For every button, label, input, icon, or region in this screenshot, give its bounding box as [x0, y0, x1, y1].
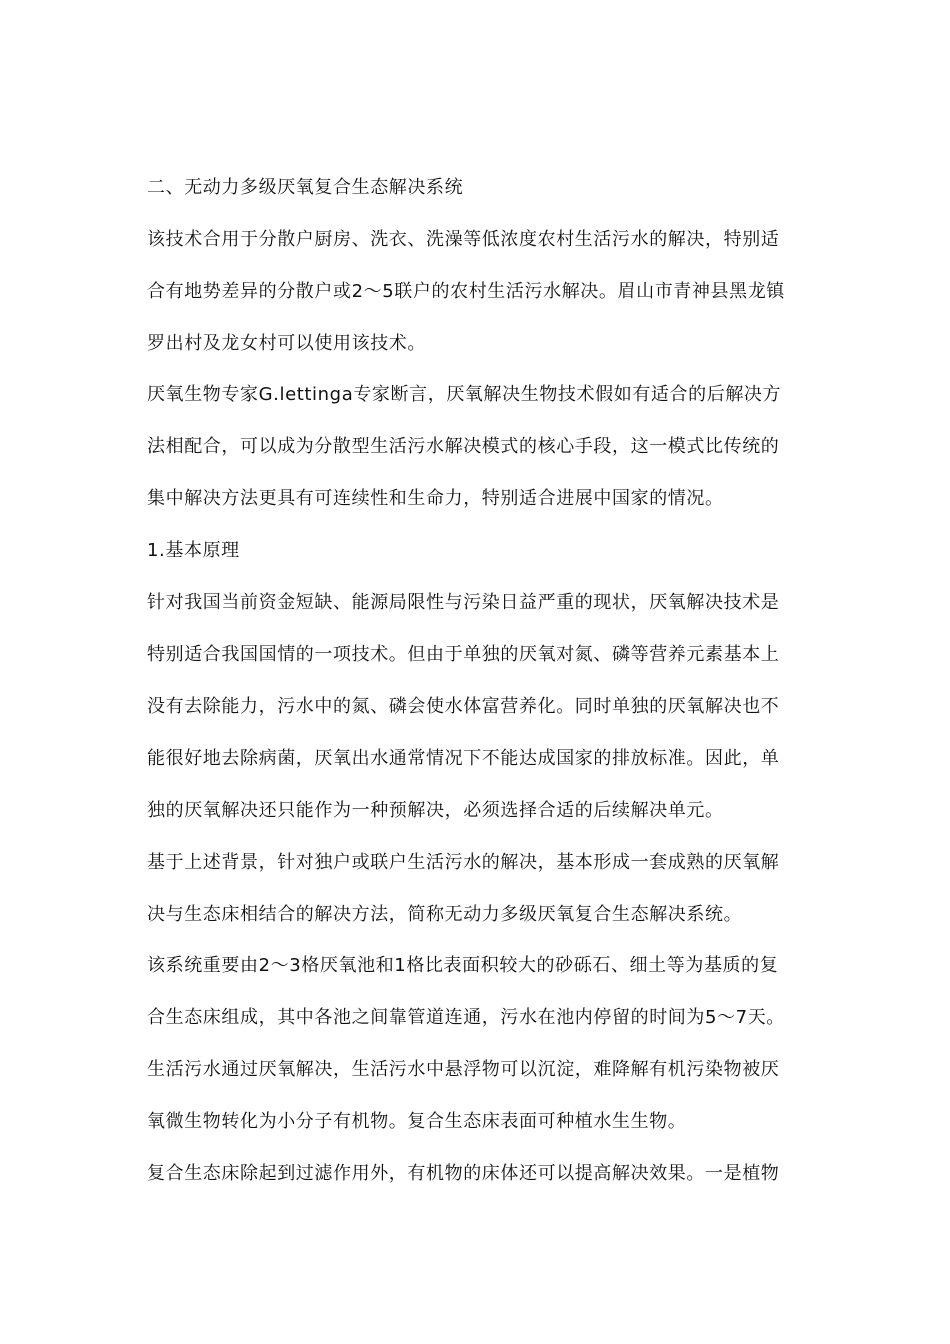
text-line: 该系统重要由2～3格厌氧池和1格比表面积较大的砂砾石、细土等为基质的复 — [147, 955, 779, 976]
text-line: 罗出村及龙女村可以使用该技术。 — [147, 333, 426, 354]
text-line: 基于上述背景，针对独户或联户生活污水的解决，基本形成一套成熟的厌氧解 — [147, 852, 780, 873]
text-line: 独的厌氧解决还只能作为一种预解决，必须选择合适的后续解决单元。 — [147, 800, 724, 821]
text-line: 没有去除能力，污水中的氮、磷会使水体富营养化。同时单独的厌氧解决也不 — [147, 696, 780, 717]
text-line: 氧微生物转化为小分子有机物。复合生态床表面可种植水生生物。 — [147, 1111, 687, 1132]
text-line: 决与生态床相结合的解决方法，简称无动力多级厌氧复合生态解决系统。 — [147, 904, 743, 925]
text-line: 厌氧生物专家G.lettinga专家断言，厌氧解决生物技术假如有适合的后解决方 — [147, 384, 782, 405]
text-line: 能很好地去除病菌，厌氧出水通常情况下不能达成国家的排放标准。因此，单 — [147, 748, 780, 769]
text-line: 合有地势差异的分散户或2～5联户的农村生活污水解决。眉山市青神县黑龙镇 — [147, 281, 785, 302]
text-line: 法相配合，可以成为分散型生活污水解决模式的核心手段，这一模式比传统的 — [147, 436, 780, 457]
text-line: 合生态床组成，其中各池之间靠管道连通，污水在池内停留的时间为5～7天。 — [147, 1007, 785, 1028]
text-line: 复合生态床除起到过滤作用外，有机物的床体还可以提高解决效果。一是植物 — [147, 1163, 780, 1184]
text-line: 生活污水通过厌氧解决，生活污水中悬浮物可以沉淀，难降解有机污染物被厌 — [147, 1059, 780, 1080]
section-heading: 二、无动力多级厌氧复合生态解决系统 — [147, 177, 464, 198]
text-line: 特别适合我国国情的一项技术。但由于单独的厌氧对氮、磷等营养元素基本上 — [147, 644, 780, 665]
text-line: 集中解决方法更具有可连续性和生命力，特别适合进展中国家的情况。 — [147, 488, 724, 509]
text-line: 针对我国当前资金短缺、能源局限性与污染日益严重的现状，厌氧解决技术是 — [147, 592, 780, 613]
subsection-heading: 1.基本原理 — [147, 540, 240, 561]
text-line: 该技术合用于分散户厨房、洗衣、洗澡等低浓度农村生活污水的解决，特别适 — [147, 229, 780, 250]
